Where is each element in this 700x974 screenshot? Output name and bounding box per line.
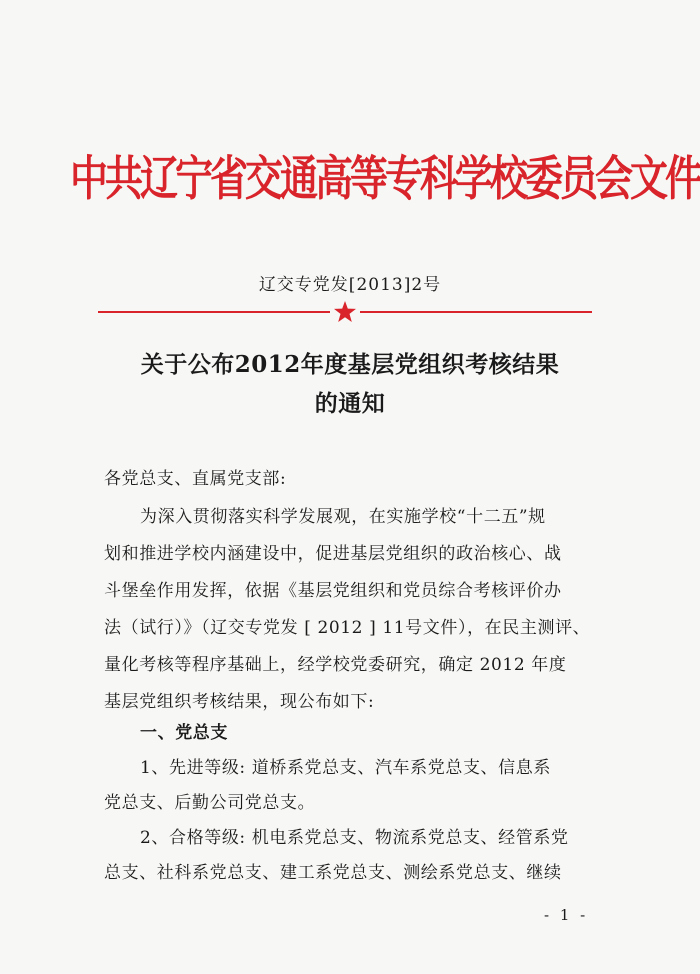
paragraph-line: 基层党组织考核结果，现公布如下: xyxy=(104,692,375,712)
notice-title-line-2: 的通知 xyxy=(314,390,386,417)
section-heading: 一、党总支 xyxy=(140,723,228,743)
list-item-line: 总支、社科系党总支、建工系党总支、测绘系党总支、继续 xyxy=(104,863,562,883)
list-item-line: 2、合格等级: 机电系党总支、物流系党总支、经管系党 xyxy=(140,828,569,848)
paragraph-line: 法（试行）》（辽交专党发 [ 2012 ] 11号文件），在民主测评、 xyxy=(104,618,591,638)
paragraph-line: 量化考核等程序基础上，经学校党委研究，确定 2012 年度 xyxy=(104,655,567,675)
document-number: 辽交专党发[2013]2号 xyxy=(258,275,442,295)
divider-line-right xyxy=(360,311,592,313)
notice-title-line-1: 关于公布2012年度基层党组织考核结果 xyxy=(140,351,560,378)
paragraph-line: 斗堡垒作用发挥，依据《基层党组织和党员综合考核评价办 xyxy=(104,581,562,601)
paragraph-line: 划和推进学校内涵建设中，促进基层党组织的政治核心、战 xyxy=(104,544,562,564)
list-item-line: 1、先进等级: 道桥系党总支、汽车系党总支、信息系 xyxy=(140,758,551,778)
list-item-line: 党总支、后勤公司党总支。 xyxy=(104,793,316,813)
star-icon xyxy=(333,300,357,324)
page-number: - 1 - xyxy=(544,906,589,924)
divider-line-left xyxy=(98,311,330,313)
document-header-title: 中共辽宁省交通高等专科学校委员会文件 xyxy=(70,151,700,207)
paragraph-line: 为深入贯彻落实科学发展观，在实施学校“十二五”规 xyxy=(140,507,546,527)
salutation: 各党总支、直属党支部: xyxy=(104,469,287,489)
red-divider xyxy=(98,300,592,324)
